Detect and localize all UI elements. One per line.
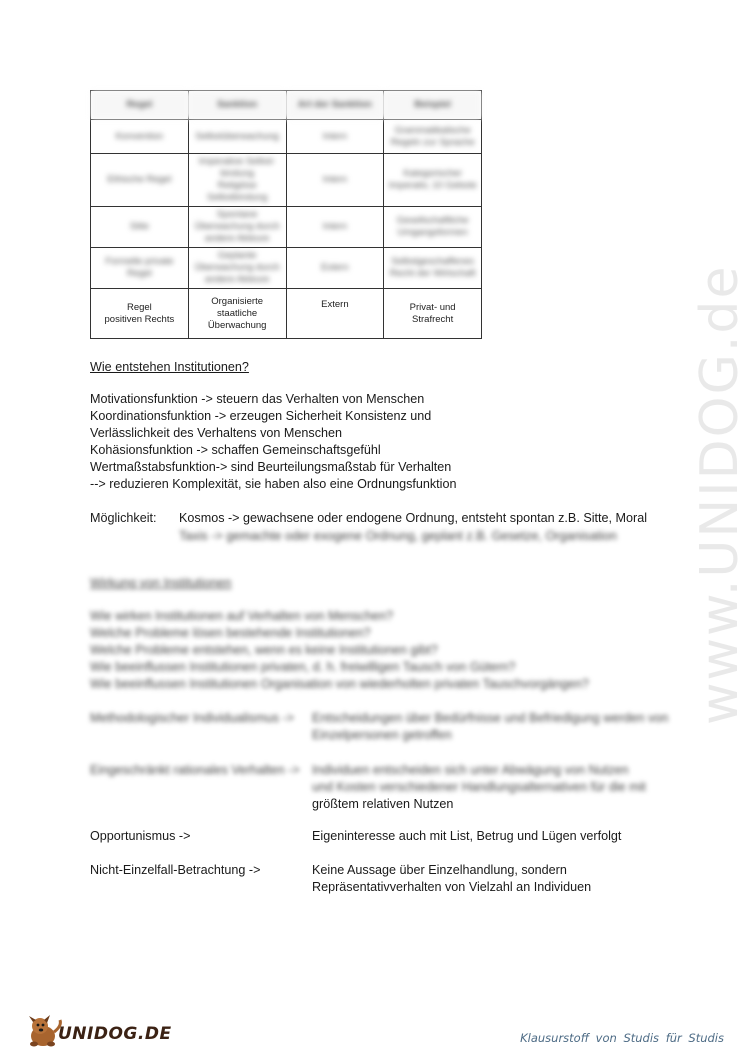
table-row xyxy=(91,289,482,339)
kosmos-line: Kosmos -> gewachsene oder endogene Ordnung, entsteht spontan z.B. Sitte, Moral xyxy=(179,511,648,525)
rules-table xyxy=(90,90,482,339)
table-cell: Extern xyxy=(286,248,384,289)
table-row xyxy=(91,248,482,289)
table-cell: Konvention xyxy=(91,120,189,154)
definition-text xyxy=(312,710,668,744)
table-header-cell: Sanktion xyxy=(188,91,286,120)
list-item: Wie beeinflussen Institutionen Organisation von wiederholten privaten Tauschvorgängen? xyxy=(90,677,589,691)
definition-line: Entscheidungen über Bedürfnisse und Befriedigung werden von xyxy=(312,711,669,725)
list-item: Wertmaßstabsfunktion-> sind Beurteilungsmaßstab für Verhalten xyxy=(90,460,452,474)
definition-text xyxy=(312,828,621,845)
section-heading: Wie entstehen Institutionen? xyxy=(90,360,249,374)
definition-line: Keine Aussage über Einzelhandlung, sondern xyxy=(312,863,567,877)
blurred-table-body xyxy=(91,120,482,289)
definition-text xyxy=(312,862,591,896)
table-cell: Imperative Selbst-bindung Religiöse Selbstbindung xyxy=(188,154,286,207)
definition-term: Eingeschränkt rationales Verhalten -> xyxy=(90,763,300,777)
table-header-cell: Art der Sanktion xyxy=(286,91,384,120)
list-item: Motivationsfunktion -> steuern das Verhalten von Menschen xyxy=(90,392,425,406)
table-cell: Regel positiven Rechts xyxy=(91,289,189,339)
table-cell: Extern xyxy=(286,289,384,339)
list-item: Kohäsionsfunktion -> schaffen Gemeinschaftsgefühl xyxy=(90,443,381,457)
definition-line: Individuen entscheiden sich unter Abwägung von Nutzen xyxy=(312,763,629,777)
table-row xyxy=(91,120,482,154)
table-cell: Gesellschaftliche Umgangsformen xyxy=(384,207,482,248)
list-item: Welche Probleme lösen bestehende Institutionen? xyxy=(90,626,371,640)
list-item: --> reduzieren Komplexität, sie haben also eine Ordnungsfunktion xyxy=(90,477,457,491)
table-cell: Intern xyxy=(286,120,384,154)
function-list xyxy=(90,391,457,493)
table-row xyxy=(91,207,482,248)
list-item: Wie wirken Institutionen auf Verhalten von Menschen? xyxy=(90,609,394,623)
table-row xyxy=(91,154,482,207)
definition-line: und Kosten verschiedener Handlungsalternativen für die mit xyxy=(312,780,646,794)
table-cell: Spontane Überwachung durch andere Akteure xyxy=(188,207,286,248)
taxis-line: Taxis -> gemachte oder exogene Ordnung, geplant z.B. Gesetze, Organisation xyxy=(179,529,617,543)
definition-text xyxy=(312,762,646,813)
table-cell: Selbstüberwachung xyxy=(188,120,286,154)
dog-icon xyxy=(29,1015,60,1047)
table-cell: Privat- und Strafrecht xyxy=(384,289,482,339)
definition-line: Repräsentativverhalten von Vielzahl an Individuen xyxy=(312,880,592,894)
question-list xyxy=(90,608,589,693)
table-header xyxy=(91,91,482,120)
definition-line: größtem relativen Nutzen xyxy=(312,797,454,811)
table-cell: Kategorischer Imperativ, 10 Gebote xyxy=(384,154,482,207)
table-cell: Intern xyxy=(286,154,384,207)
footer-tagline: Klausurstoff von Studis für Studis xyxy=(520,1031,724,1045)
table-header-cell: Beispiel xyxy=(384,91,482,120)
watermark: www.UNIDOG.de xyxy=(690,264,750,725)
moeglichkeit-label: Möglichkeit: xyxy=(90,511,157,525)
table-cell: Selbstgeschaffenes Recht der Wirtschaft xyxy=(384,248,482,289)
table-cell: Grammatikalische Regeln zur Sprache xyxy=(384,120,482,154)
table-cell: Sitte xyxy=(91,207,189,248)
table-cell: Formelle private Regel xyxy=(91,248,189,289)
visible-table-body xyxy=(91,289,482,339)
table-cell: Geplante Überwachung durch andere Akteure xyxy=(188,248,286,289)
table-cell: Ethische Regel xyxy=(91,154,189,207)
list-item: Koordinationsfunktion -> erzeugen Sicherheit Konsistenz und xyxy=(90,409,432,423)
list-item: Verlässlichkeit des Verhaltens von Menschen xyxy=(90,426,343,440)
definition-term: Methodologischer Individualismus -> xyxy=(90,711,295,725)
list-item: Welche Probleme entstehen, wenn es keine Institutionen gibt? xyxy=(90,643,438,657)
table-cell: Organisierte staatliche Überwachung xyxy=(188,289,286,339)
table-cell: Intern xyxy=(286,207,384,248)
definition-line: Einzelpersonen getroffen xyxy=(312,728,452,742)
definition-term: Nicht-Einzelfall-Betrachtung -> xyxy=(90,863,261,877)
list-item: Wie beeinflussen Institutionen privaten, d. h. freiwilligen Tausch von Gütern? xyxy=(90,660,516,674)
definition-term: Opportunismus -> xyxy=(90,829,191,843)
table-header-cell: Regel xyxy=(91,91,189,120)
logo-text: UNIDOG.DE xyxy=(58,1024,172,1044)
section-heading: Wirkung von Institutionen xyxy=(90,576,232,590)
definition-line: Eigeninteresse auch mit List, Betrug und Lügen verfolgt xyxy=(312,829,622,843)
